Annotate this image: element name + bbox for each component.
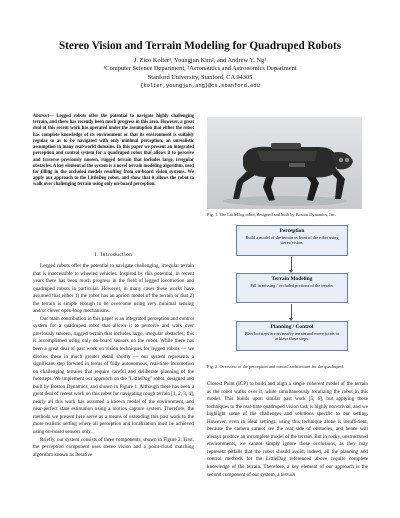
figure-1-caption: Fig. 1. The LittleDog robot, designed and built by Boston Dynamics, Inc. xyxy=(207,212,336,217)
intro-paragraph-2: Our main contribution in this paper is an integrated perception and control system for a quadruped robot that allows it to perceive and walk over previously unseen, rugged terrain that includes large, irregular obstacles; this is accomplished using only on-board sensors on the robot. While there has been a great deal of past work on vision techniques for legged robots — we discuss these in much greater detail shortly — our system represents a significant step forward in terms of fully autonomous, real-time locomotion on challenging terrains that require careful and deliberate planning of the footsteps. We implement our approach on the "LittleDog" robot, designed and built by Boston Dynamics, and shown in Figure 1. Although there has been a great deal of recent work on this robot for navigating rough terrain [1, 2, 3, 4], nearly all this work has assumed a known model of the environment, and near-perfect state estimation using a motion capture system. Therefore, the methods we present here serve as a means of extending this past work to the more realistic setting where all perception and localization must be achieved using on-board sensors only. xyxy=(33,315,194,436)
author-emails: {kolter,youngjun,ang}@cs.stanford.edu xyxy=(140,82,260,89)
intro-paragraph-1: Legged robots offer the potential to navigate challenging, irregular terrain that is inaccessible to wheeled vehicles. Inspired by this potential, in recent years there has been much progress in the field of legged locomotion and quadruped robots in particular. However, in many cases these works have assumed that either 1) the robot has an apriori model of the terrain or that 2) the terrain is simple enough to be overcome using very minimal sensing and/or clever open-loop mechanisms. xyxy=(33,263,194,315)
arrow-down-icon xyxy=(291,304,292,318)
diagram-box-terrain-modeling xyxy=(236,273,348,303)
right-column-emphasis: terrain xyxy=(280,471,296,478)
arrow-down-icon xyxy=(291,257,292,270)
box-desc-planning-control: Plan footsteps across nearby terrain and move joints to achieve these steps. xyxy=(244,331,340,342)
box-title-perception: Perception xyxy=(279,228,305,234)
introduction-body xyxy=(33,263,194,459)
right-column-text: Closest Point (ICP) to build and align a single coherent model of the terrain as the robot walks over it, while simultaneously localizing the robot in this model. This builds upon similar past work [5, 6], but applying these techniques to the real-time quadruped vision task is highly non-trivial, and we highlight some of the challenges and solutions specific to our setting. However, even in ideal settings, using this technique alone is insufficient, because the camera cannot see the rear side of obstacles, and hence will always produce an incomplete model of the terrain. But in rocky, unstructured environments, we cannot simply ignore these occlusions, as they may represent pitfalls that the robot should avoid; indeed, all the planning and control methods for the LittleDog referenced above require complete knowledge of the terrain. Therefore, a key element of our approach is the second component of our system, a xyxy=(207,381,368,478)
robot-illustration xyxy=(207,117,362,209)
box-title-terrain-modeling: Terrain Modeling xyxy=(271,276,313,282)
diagram-box-perception xyxy=(236,225,348,256)
abstract-lead: Abstract xyxy=(33,114,49,119)
section-heading-introduction: I. Introduction xyxy=(94,252,133,258)
author-university: Stanford University, Stanford, CA 94305 xyxy=(147,73,253,81)
author-names: J. Zico Kolter¹, Youngjun Kim², and Andrew Y. Ng¹ xyxy=(133,57,267,64)
right-column-body xyxy=(207,381,368,479)
littledog-robot-photo xyxy=(207,117,362,209)
intro-p3-end: component uses stereo vision and a point-cloud matching algorithm known as Iterative xyxy=(33,444,194,458)
intro-paragraph-3 xyxy=(33,437,194,460)
abstract xyxy=(33,114,194,189)
diagram-box-planning-control xyxy=(236,321,348,351)
box-title-planning-control: Planning / Control xyxy=(270,324,314,330)
author-affiliations: ¹Computer Science Department, ²Aeronautics and Astronomics Department xyxy=(103,65,297,73)
intro-p3-emphasis: perception xyxy=(41,444,64,451)
box-desc-perception: Build a model of the terrain in front of the robot using stereo vision. xyxy=(245,235,339,246)
abstract-text: — Legged robots offer the potential to navigate highly challenging terrain, and there has recently been much progress in this area. However, a great deal of this recent work has operated under the assumption that either the robot has complete knowledge of its environment or that its environment is suitably regular so as to be navigated with only minimal perception, an unrealistic assumption in many real-world domains. In this paper we present an integrated perception and control system for a quadruped robot that allows it to perceive and traverse previously unseen, rugged terrain that includes large, irregular obstacles. A key element of the system is a novel terrain modeling algorithm, used for filling in the occluded models resulting from on-board vision systems. We apply our approach to the LittleDog robot, and show that it allows the robot to walk over challenging terrain using only on-board perception. xyxy=(33,114,194,188)
intro-p3-start: Briefly, our system consists of three components, shown in Figure 2. First, the xyxy=(33,436,194,451)
figure-2-caption: Fig. 2. Overview of the perception and control architecture for the quadruped. xyxy=(207,364,344,369)
architecture-diagram xyxy=(236,225,354,357)
box-desc-terrain-modeling: Fill in missing / occluded portions of the terrain. xyxy=(250,283,334,288)
author-block xyxy=(40,57,360,90)
paper-title: Stereo Vision and Terrain Modeling for Quadruped Robots xyxy=(58,40,342,52)
